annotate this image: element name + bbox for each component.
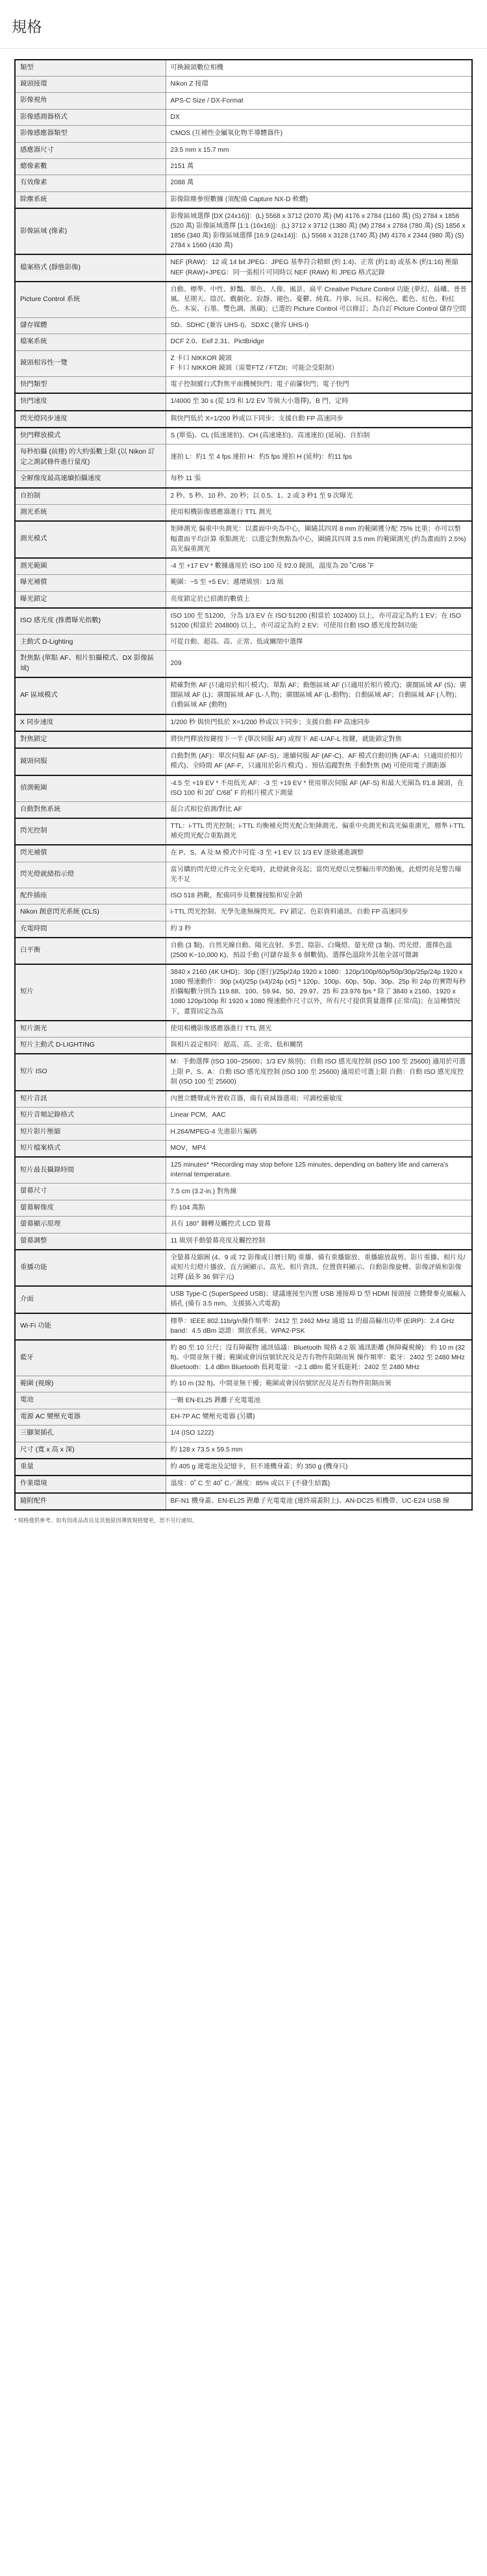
spec-value: 可換鏡頭數位相機 [166,60,472,77]
spec-key: 短片測光 [15,1021,166,1038]
spec-key: 閃光補償 [15,845,166,862]
spec-value: 約 3 秒 [166,921,472,938]
spec-key: 電源 AC 變壓充電器 [15,1409,166,1425]
spec-value: 標準：IEEE 802.11b/g/n操作頻率：2412 至 2462 MHz 通道 11 的最高輸出功率 (EIRP)：2.4 GHz band：4.5 dBm 認證：開放系統、WPA2-PSK [166,1313,472,1340]
spec-key: 短片 ISO [15,1054,166,1090]
spec-value: 影像除塵參照數據 (須配備 Capture NX-D 軟體) [166,191,472,208]
spec-key: 重量 [15,1459,166,1476]
spec-value: 可從自動、超高、高、正常、低或關閉中選擇 [166,635,472,651]
spec-key: Picture Control 系統 [15,282,166,318]
table-row [15,60,472,77]
spec-key: 除塵系統 [15,191,166,208]
table-row [15,1054,472,1090]
table-row [15,126,472,142]
spec-key: 測光系統 [15,505,166,522]
spec-value: S (單張)、CL (低速連拍)、CH (高速連拍)、高速連拍 (延展)、自拍制 [166,428,472,444]
table-row [15,1442,472,1459]
spec-value: SD、SDHC (兼容 UHS-I)、SDXC (兼容 UHS-I) [166,317,472,334]
table-row [15,175,472,191]
spec-value: 3840 x 2160 (4K UHD)；30p (逐行)/25p/24p 1920 x 1080：120p/100p/60p/50p/30p/25p/24p 1920 x 1080 慢速動作：30p (x4)/25p (x4)/24p (x5) * 120p、100p、60p、50p、30p、25p 和 24p 的實際每秒拍攝幅數分別為 119.88、100、59.94、50、29.97、25 和 23.976 fps * 除了 3840 x 2160、1920 x 1080 120p/100p 和 1920 x 1080 慢速動作尺寸以外，所有尺寸提供質量選擇 (正常/高)；在這種情況下，畫質固定為高 [166,964,472,1020]
table-row [15,905,472,921]
spec-value: 影像區域選擇 [DX (24x16)]：(L) 5568 x 3712 (2070 萬) (M) 4176 x 2784 (1160 萬) (S) 2784 x 1856 (520 萬) 影像區域選擇 [1:1 (16x16)]：(L) 3712 x 3712 (1380 萬) (M) 2784 x 2784 (780 萬) (S) 1856 x 1856 (340 萬) 影像區域選擇 [16:9 (24x14)]：(L) 5568 x 3128 (1740 萬) (M) 4176 x 2344 (980 萬) (S) 2784 x 1560 (430 萬) [166,208,472,254]
table-row [15,317,472,334]
table-row [15,558,472,575]
spec-key: 配件插座 [15,888,166,904]
table-row [15,254,472,281]
table-row [15,591,472,608]
spec-value: 精確對焦 AF (只適用於相片模式)；單點 AF；動態區域 AF (只適用於相片模式)；廣闊區域 AF (S)；廣闊區域 AF (L)；廣闊區域 AF (L-人物)；廣闊區域 AF (L-動物)；自動區域 AF；自動區域 AF (人物)；自動區域 AF (動物) [166,677,472,714]
spec-value: 亮度鎖定於已偵測的數值上 [166,591,472,608]
spec-key: 重播功能 [15,1250,166,1286]
spec-key: 閃光燈同步速度 [15,411,166,428]
spec-value: APS-C Size / DX-Format [166,93,472,109]
table-row [15,93,472,109]
table-row [15,142,472,158]
spec-value: M：手動選擇 (ISO 100−25600；1/3 EV 級別)；自動 ISO 感光度控制 (ISO 100 至 25600) 適用於可選上限 P、S、A：自動 ISO 感光度控制 (ISO 100 至 25600) 適用於可選上限 自動：自動 ISO 感光度控制 (ISO 100 至 25600) [166,1054,472,1090]
spec-key: 總像素數 [15,158,166,175]
spec-value: ISO 518 熱靴，配備同步及數據接點和安全鎖 [166,888,472,904]
spec-key: 閃光燈就緒指示燈 [15,862,166,888]
spec-value: 在 P、S、A 及 M 模式中可從 -3 至 +1 EV 以 1/3 EV 逐級遞進調整 [166,845,472,862]
table-row [15,677,472,714]
spec-key: 短片音頻記錄格式 [15,1108,166,1124]
spec-value: Z 卡口 NIKKOR 鏡頭 F 卡口 NIKKOR 鏡頭（需要FTZ / FTZII；可能会受限制） [166,350,472,376]
spec-key: 白平衡 [15,938,166,964]
table-row [15,1140,472,1157]
spec-key: 鏡頭接環 [15,76,166,92]
spec-value: 連拍 L：約1 至 4 fps 連拍 H：約5 fps 連拍 H (延伸)：約11 fps [166,444,472,471]
spec-value: 約 128 x 73.5 x 59.5 mm [166,1442,472,1459]
spec-value: 範圍：−5 至 +5 EV；遞增級別：1/3 級 [166,575,472,591]
spec-value: EH-7P AC 變壓充電器 (另購) [166,1409,472,1425]
spec-value: 209 [166,651,472,677]
spec-key: 短片影片壓縮 [15,1124,166,1140]
spec-value: 自動、標準、中性、鮮豔、單色、人像、風景、扁平 Creative Picture Control 功能 (夢幻、晨曦、普普風、星期天、陰沉、戲劇化、寂靜、褪色、憂鬱、純真、丹寧、玩具、棕褐色、藍色、紅色、粉紅色、木炭、石墨、雙色調、黑碳)；已選的 Picture Control 可以修訂；為自訂 Picture Control 儲存空間 [166,282,472,318]
table-row [15,428,472,444]
spec-key: 測光模式 [15,521,166,557]
spec-value: 內置立體聲或外置收音器，備有衰減器選項；可調校靈敏度 [166,1091,472,1108]
title-divider [0,48,487,49]
spec-key: 檔案格式 (靜態影像) [15,254,166,281]
spec-value: 7.5 cm (3.2-in.) 對角線 [166,1184,472,1200]
spec-value: 1/4000 至 30 s (從 1/3 和 1/2 EV 等級大小選擇)，B 門，定時 [166,393,472,410]
spec-value: 使用相機影像感應器進行 TTL 測光 [166,505,472,522]
spec-key: 電池 [15,1392,166,1409]
table-row [15,444,472,471]
spec-value: DX [166,109,472,125]
table-row [15,1233,472,1250]
spec-value: ISO 100 至 51200，分為 1/3 EV 在 ISO 51200 (相當於 102400) 以上，亦可設定為約 1 EV；在 ISO 51200 (相當於 204800) 以上，亦可設定為約 2 EV；可使用自動 ISO 感光度控制功能 [166,608,472,635]
spec-value: 全螢幕及縮圖 (4、9 或 72 影像或日曆日期) 重播、備有重播縮放、重播縮放裁剪、影片重播、相片及/或短片幻燈片播放、直方圖顯示、高光、相片資訊、位置資料顯示、自動影像旋轉、影像評級和影像註釋 (最多 36 個字元) [166,1250,472,1286]
spec-value: 矩陣測光 偏重中央測光：以畫面中央為中心，圍繞其四周 8 mm 的範圍獲分配 75% 比重；亦可以整幅畫面平均計算 重點測光：以選定對焦點為中心，圍繞其四周 3.5 mm 的範圍測光 (約為畫面的 2.5%) 高光偏重測光 [166,521,472,557]
spec-key: 藍牙 [15,1340,166,1376]
spec-key: 鏡頭伺服 [15,748,166,775]
spec-key: 每秒拍攝 (前捲) 的大約張數上限 (以 Nikon 訂定之測試條件進行量度) [15,444,166,471]
table-row [15,1217,472,1233]
spec-key: 螢幕調整 [15,1233,166,1250]
table-row [15,651,472,677]
spec-value: 約 405 g 連電池及記憶卡，但不連機身蓋；約 350 g (機身只) [166,1459,472,1476]
spec-key: 三腳架插孔 [15,1426,166,1442]
spec-value: 約 104 萬點 [166,1200,472,1216]
spec-key: 偵測範圍 [15,775,166,802]
spec-value: 11 級別手動螢幕亮度及觸控控制 [166,1233,472,1250]
spec-value: -4 至 +17 EV * 數據適用於 ISO 100 及 f/2.0 鏡頭，溫度為 20 ˚C/68 ˚F [166,558,472,575]
spec-value: 2 秒、5 秒、10 秒、20 秒；以 0.5、1、2 或 3 秒1 至 9 次曝光 [166,488,472,505]
table-row [15,1476,472,1492]
spec-value: USB Type-C (SuperSpeed USB)；建議連接至內置 USB 連接埠 D 型 HDMI 接頭接 立體聲麥克風輸入插孔 (備有 3.5 mm，支援插入式電源) [166,1286,472,1313]
spec-key: 類型 [15,60,166,77]
table-row [15,191,472,208]
table-row [15,1157,472,1184]
table-row [15,748,472,775]
spec-value: 將快門釋放按鍵按下一半 (單次伺服 AF) 或按下 AE-L/AF-L 按鍵，就能鎖定對焦 [166,731,472,748]
table-row [15,1286,472,1313]
spec-key: 尺寸 (寬 x 高 x 深) [15,1442,166,1459]
table-row [15,1376,472,1392]
spec-key: X 同步速度 [15,714,166,731]
spec-key: 短片 [15,964,166,1020]
spec-key: 螢幕解像度 [15,1200,166,1216]
table-row [15,1392,472,1409]
table-row [15,731,472,748]
spec-value: NEF (RAW)：12 或 14 bit JPEG：JPEG 基準符合精細 (約 1:4)、正常 (約1:8) 或基本 (約1:16) 壓縮 NEF (RAW)+JPEG：同一張相片可同時以 NEF (RAW) 和 JPEG 格式記錄 [166,254,472,281]
spec-key: 短片最長攝錄時間 [15,1157,166,1184]
spec-key: 介面 [15,1286,166,1313]
spec-key: 短片主動式 D-LIGHTING [15,1038,166,1054]
table-row [15,1124,472,1140]
spec-key: 自動對焦系統 [15,801,166,818]
table-row [15,208,472,254]
spec-key: ISO 感光度 (推薦曝光指數) [15,608,166,635]
table-row [15,471,472,488]
table-row [15,1200,472,1216]
spec-value: 電子控制縱行式對焦平面機械快門；電子前簾快門；電子快門 [166,376,472,393]
table-row [15,334,472,350]
spec-key: 作業環境 [15,1476,166,1492]
spec-value: 混合式相位偵測/對比 AF [166,801,472,818]
spec-value: 1/200 秒 與快門低於 X=1/200 秒或以下同步；支援自動 FP 高速同步 [166,714,472,731]
spec-key: 螢幕顯示原理 [15,1217,166,1233]
spec-key: 範圍 (視線) [15,1376,166,1392]
table-row [15,921,472,938]
spec-value: 與相片設定相同：超高、高、正常、低和關閉 [166,1038,472,1054]
spec-value: 2151 萬 [166,158,472,175]
spec-key: 鏡頭相容性一覽 [15,350,166,376]
spec-page [0,18,487,2576]
spec-key: 對焦點 (單點 AF、相片拍攝模式、DX 影像區域) [15,651,166,677]
spec-key: 影像視角 [15,93,166,109]
spec-value: 2088 萬 [166,175,472,191]
spec-key: 短片音訊 [15,1091,166,1108]
spec-key: 對焦鎖定 [15,731,166,748]
table-row [15,505,472,522]
spec-value: 1/4 (ISO 1222) [166,1426,472,1442]
table-row [15,1184,472,1200]
spec-value: 當另購的閃光燈元件完全充電時，此燈就會亮起；當閃光燈以完整輸出率閃動後，此燈閃亮是警告曝光不足 [166,862,472,888]
spec-key: 快門類型 [15,376,166,393]
spec-key: 主動式 D-Lighting [15,635,166,651]
page-title: 規格 [12,18,42,35]
table-row [15,411,472,428]
spec-value: 約 10 m (32 ft)。中間並無干擾；範圍或會因信號狀況及是否有物件阻隔而異 [166,1376,472,1392]
table-row [15,818,472,845]
spec-key: 閃光控制 [15,818,166,845]
table-row [15,1038,472,1054]
spec-key: 影像感應器類型 [15,126,166,142]
spec-value: 自動 (3 類)、自然光線自動、陽光直射、多雲、陰影、白熾燈、螢光燈 (3 類)、閃光燈、選擇色溫 (2500 K−10,000 K)、預設手動 (可儲存最多 6 個數值)、選擇色溫除外其他全部可微調 [166,938,472,964]
spec-key: 測光範圍 [15,558,166,575]
spec-key: 檔案系統 [15,334,166,350]
spec-key: 自拍制 [15,488,166,505]
spec-key: 感應器尺寸 [15,142,166,158]
table-row [15,393,472,410]
table-row [15,1108,472,1124]
table-row [15,109,472,125]
spec-value: 23.5 mm x 15.7 mm [166,142,472,158]
spec-key: Nikon 創意閃光系統 (CLS) [15,905,166,921]
table-row [15,521,472,557]
table-row [15,608,472,635]
table-row [15,714,472,731]
spec-key: 影像區域 (像素) [15,208,166,254]
table-row [15,350,472,376]
table-row [15,635,472,651]
spec-value: 使用相機影像感應器進行 TTL 測光 [166,1021,472,1038]
spec-key: 有效像素 [15,175,166,191]
table-row [15,575,472,591]
spec-key: 快門釋放模式 [15,428,166,444]
spec-key: 快門速度 [15,393,166,410]
table-row [15,1493,472,1510]
spec-table-body [15,60,472,1511]
table-row [15,1313,472,1340]
spec-value: Nikon Z 接環 [166,76,472,92]
spec-value: DCF 2.0、Exif 2.31、PictBridge [166,334,472,350]
spec-value: -4.5 至 +19 EV * 不用低光 AF：-3 至 +19 EV * 使用單次伺服 AF (AF-S) 和最大光圈為 f/1.8 鏡頭，在 ISO 100 和 20˚ C/68˚ F 的相片模式下測量 [166,775,472,802]
spec-key: 隨附配件 [15,1493,166,1510]
spec-value: TTL：i-TTL 閃光控制；i-TTL 均衡補充閃光配合矩陣測光、偏重中央測光和高光偏重測光，標準 i-TTL 補充閃光配合重點測光 [166,818,472,845]
specifications-table [14,59,473,1511]
spec-value: 一顆 EN-EL25 鋰離子充電電池 [166,1392,472,1409]
table-row [15,1426,472,1442]
spec-value: 與快門低於 X=1/200 秒或以下同步；支援自動 FP 高速同步 [166,411,472,428]
spec-value: 溫度：0˚ C 至 40˚ C／濕度：85% 或以下 (不發生結露) [166,1476,472,1492]
table-row [15,938,472,964]
spec-value: 125 minutes* *Recording may stop before 125 minutes, depending on battery life and camera’s internal temperature. [166,1157,472,1184]
table-row [15,1409,472,1425]
table-row [15,282,472,318]
spec-value: MOV，MP4 [166,1140,472,1157]
table-row [15,158,472,175]
table-row [15,801,472,818]
spec-value: 具有 180° 翻轉及觸控式 LCD 螢幕 [166,1217,472,1233]
footnote: * 規格僅供參考。如有因產品改良及其他原因導致規格變更，恕不另行通知。 [14,1517,197,1524]
table-row [15,76,472,92]
table-row [15,775,472,802]
spec-key: 曝光補償 [15,575,166,591]
spec-value: BF-N1 機身蓋、EN-EL25 鋰離子充電電池 (連終端蓋附上)、AN-DC25 相機帶、UC-E24 USB 線 [166,1493,472,1510]
spec-key: 螢幕尺寸 [15,1184,166,1200]
table-row [15,1459,472,1476]
spec-value: 每秒 11 張 [166,471,472,488]
spec-value: 自動對焦 (AF)：單次伺服 AF (AF-S)、連續伺服 AF (AF-C)、AF 模式自動切換 (AF-A；只適用於相片模式)、全時間 AF (AF-F，只適用於影片模式) 、預估追蹤對焦 手動對焦 (M) 可使用電子測距器 [166,748,472,775]
spec-value: Linear PCM，AAC [166,1108,472,1124]
spec-value: CMOS (互補性金屬氧化物半導體器件) [166,126,472,142]
spec-value: i-TTL 閃光控制、光學先進無線閃光、FV 鎖定、色彩資料通訊、自動 FP 高速同步 [166,905,472,921]
table-row [15,1250,472,1286]
spec-key: Wi-Fi 功能 [15,1313,166,1340]
table-row [15,488,472,505]
table-row [15,1340,472,1376]
spec-value: H.264/MPEG-4 先進影片編碼 [166,1124,472,1140]
spec-key: AF 區域模式 [15,677,166,714]
spec-key: 短片檔案格式 [15,1140,166,1157]
table-row [15,1021,472,1038]
table-row [15,376,472,393]
spec-key: 全解像度最高連續拍攝速度 [15,471,166,488]
spec-key: 影像感測器格式 [15,109,166,125]
spec-value: 約 80 至 10 公尺；沒有障礙物 通訊協議：Bluetooth 規格 4.2 版 通訊距離 (無障礙視線)：約 10 m (32 ft)。中間並無干擾；範圍或會因信號狀況及是否有物件阻隔而異 操作頻率：藍牙：2402 至 2480 MHz Bluetooth：1.4 dBm Bluetooth 低耗電量：−2.1 dBm 藍牙低能耗：2402 至 2480 MHz [166,1340,472,1376]
table-row [15,862,472,888]
table-row [15,964,472,1020]
spec-key: 充電時間 [15,921,166,938]
table-row [15,1091,472,1108]
table-row [15,845,472,862]
table-row [15,888,472,904]
spec-key: 曝光鎖定 [15,591,166,608]
spec-key: 儲存媒體 [15,317,166,334]
